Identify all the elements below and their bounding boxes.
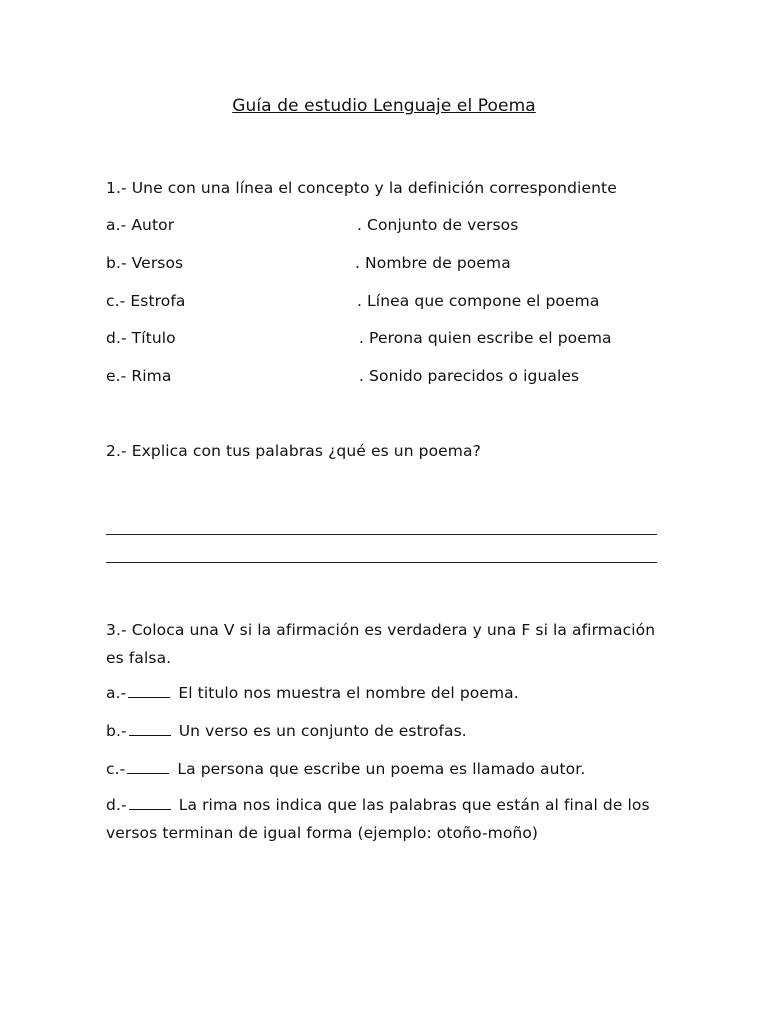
q3-item-b [106,721,467,740]
q3-item-b-label: b.- [106,722,127,740]
q1-definition-e: . Sonido parecidos o iguales [359,367,580,385]
page-title: Guía de estudio Lenguaje el Poema [232,96,536,116]
q1-definition-b: . Nombre de poema [355,254,511,272]
q2-prompt: 2.- Explica con tus palabras ¿qué es un poema? [106,442,481,460]
q3-prompt: 3.- Coloca una V si la afirmación es verdadera y una F si la afirmación es falsa. [106,621,656,667]
q3-item-a-label: a.- [106,684,127,702]
q3-item-b-blank[interactable] [129,721,171,736]
q3-item-b-text: Un verso es un conjunto de estrofas. [178,722,467,740]
q1-prompt: 1.- Une con una línea el concepto y la definición correspondiente [106,179,617,197]
q1-definition-d: . Perona quien escribe el poema [359,329,612,347]
answer-line-2[interactable] [106,562,657,563]
q3-item-c-blank[interactable] [127,759,169,774]
q3-item-c-text: La persona que escribe un poema es llamado autor. [177,760,586,778]
q3-item-d [106,791,666,847]
q3-item-a-blank[interactable] [128,683,170,698]
q1-term-c: c.- Estrofa [106,292,186,310]
q1-definition-a: . Conjunto de versos [357,216,519,234]
q3-item-d-label: d.- [106,796,127,814]
q3-item-a-text: El titulo nos muestra el nombre del poema. [178,684,519,702]
q3-item-d-blank[interactable] [129,795,171,810]
q1-term-e: e.- Rima [106,367,172,385]
q1-term-b: b.- Versos [106,254,184,272]
q3-item-a [106,683,519,702]
answer-line-1[interactable] [106,534,657,535]
q1-term-d: d.- Título [106,329,176,347]
q3-item-c [106,759,585,778]
q3-item-d-text: La rima nos indica que las palabras que están al final de los versos terminan de igual forma (ejemplo: otoño-moño) [106,796,650,842]
q1-definition-c: . Línea que compone el poema [357,292,600,310]
q1-term-a: a.- Autor [106,216,175,234]
q3-item-c-label: c.- [106,760,126,778]
